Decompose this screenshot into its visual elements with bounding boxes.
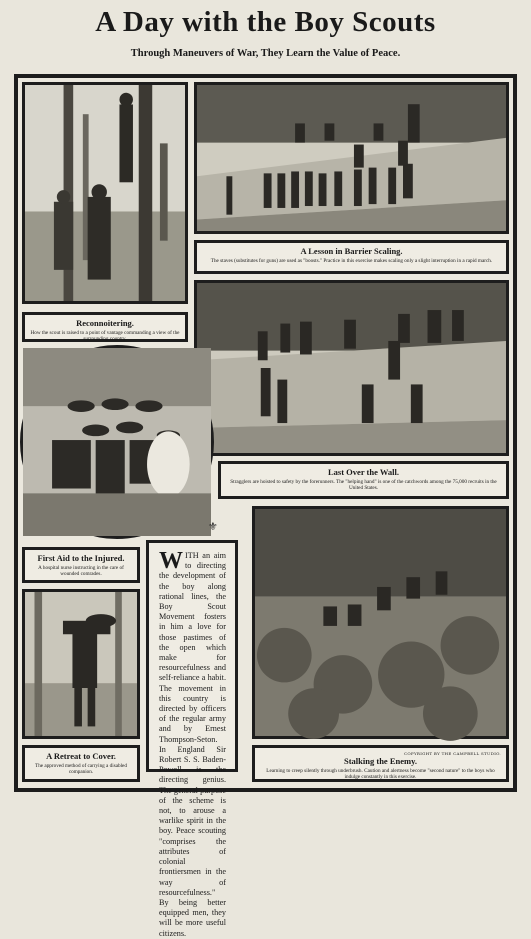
caption-text: Stragglers are hoisted to safety by the forerunners. The "helping hand" is one of the catchwords among the 75,000 recruits in the United States. [230,479,497,492]
photo-barrier-scaling [194,82,509,234]
caption-heading: A Retreat to Cover. [46,751,116,761]
caption-retreat [22,745,140,782]
caption-text: How the scout is raised to a point of vantage commanding a view of the surrounding country. [30,330,180,343]
caption-last-over-wall [218,461,509,499]
caption-heading: Reconnoitering. [76,318,134,328]
photo-reconnoitering [22,82,188,304]
photo-first-aid [20,345,214,539]
caption-heading: A Lesson in Barrier Scaling. [300,246,403,256]
photo-last-over-wall [194,280,509,456]
caption-text: The staves (substitutes for guns) are used as "boosts." Practice in this exercise makes scaling only a slight interruption in a rapid march. [210,258,493,264]
article-text [146,540,238,938]
caption-text: A hospital nurse instructing in the care of wounded comrades. [38,565,124,578]
caption-stalking [252,745,509,782]
caption-text: Learning to creep silently through underbrush. Caution and alertness become "second nature" to the boys who indulge constantly in this exercise. [266,768,495,781]
photo-retreat [22,589,140,739]
fleur-de-lis-icon: ⚜ [208,520,218,533]
copyright-notice: COPYRIGHT BY THE CAMPBELL STUDIO. [404,751,501,756]
photo-stalking [252,506,509,739]
page-title: A Day with the Boy Scouts [95,6,436,38]
caption-text: The approved method of carrying a disabled companion. [35,763,127,776]
caption-heading: First Aid to the Injured. [37,553,125,563]
caption-barrier-scaling [194,240,509,274]
article-dropcap: W [159,548,183,574]
caption-heading: Stalking the Enemy. [344,756,417,766]
caption-heading: Last Over the Wall. [328,467,399,477]
caption-first-aid [22,547,140,583]
caption-reconnoitering [22,312,188,342]
page-subtitle: Through Maneuvers of War, They Learn the Value of Peace. [130,48,401,59]
article-body: ITH an aim to directing the development of the boy along rational lines, the Boy Scout Movement fosters in him a love for those pastimes of the open which make for resourcefulness and self-reliance a habit. The movement in this country is directed by officers of the regular army and by Ernest Thompson-Seton. In England Sir Robert S. S. Baden-Powell is the directing genius. The general purpose of the scheme is not, to arouse a warlike spirit in the boy. Peace scouting "comprises the attributes of colonial frontiersmen in the way of resourcefulness." By being better equipped men, they will be more useful citizens. [159,551,226,938]
